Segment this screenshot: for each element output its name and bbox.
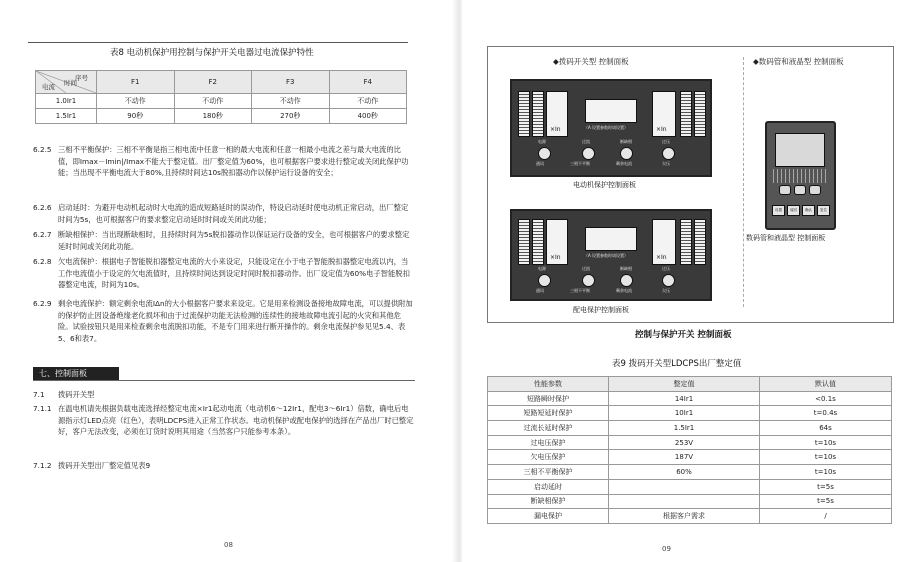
table8-col: F3 xyxy=(252,71,330,94)
clause-text: 三相不平衡保护：三相不平衡是指三相电流中任意一相的最大电流和任意一相最小电流之差与最大电流的比值，即Imax－Imin|/Imax不能大于整定值。出厂整定值为60%，也可根据客户要求进行整定或关闭此保护功能；当出现不平衡电流大于80%,且持续时间达10s脱扣器动作以保护运行设备的安全； xyxy=(58,145,409,177)
table-row xyxy=(488,450,892,465)
indicator-labels xyxy=(773,169,827,183)
clause-text: 欠电流保护：根据电子智能脱扣器整定电流的大小来设定，只能设定在小于电子智能脱扣器整定电流以内，当工作电流值小于设定的欠电流值时，且持续时间达到设定时间时脱扣器动作。出厂设定值为60%电子智能脱扣器整定电流，时间为10s。 xyxy=(58,257,410,289)
table-row xyxy=(488,435,892,450)
xin-label: ×In xyxy=(550,126,561,133)
dip-switch-bank xyxy=(532,91,544,137)
panel-label: 控制与保护开关 控制面板 xyxy=(635,330,732,340)
table-row xyxy=(488,391,892,406)
table-cell: 过流长延时保护 xyxy=(488,421,609,436)
phase-loss-led xyxy=(620,147,633,160)
power-led xyxy=(538,147,551,160)
page-number: 08 xyxy=(224,541,233,549)
overvoltage-led xyxy=(662,274,675,287)
table-cell: 90秒 xyxy=(97,109,175,124)
clause-text: 拨码开关型出厂整定值见表9 xyxy=(58,461,151,470)
table-cell: <0.1s xyxy=(760,391,892,406)
table-cell: 启动延时 xyxy=(488,479,609,494)
table-cell: 过电压保护 xyxy=(488,435,609,450)
corner-seq: 序号 xyxy=(75,74,88,82)
digit-title: ◆数码管和液晶型 控制面板 xyxy=(753,57,844,66)
dip-switch-bank xyxy=(694,219,706,265)
table-cell: 断缺相保护 xyxy=(488,494,609,509)
table-cell: 10Ir1 xyxy=(609,406,760,421)
table8-col: F4 xyxy=(329,71,407,94)
right-page xyxy=(462,0,900,562)
table8-col: F1 xyxy=(97,71,175,94)
table-cell: 三相不平衡保护 xyxy=(488,465,609,480)
table8-current: 1.0Ir1 xyxy=(36,94,97,109)
table-cell: 180秒 xyxy=(174,109,252,124)
display-window xyxy=(585,99,637,123)
display-window xyxy=(585,227,637,251)
corner-time: 时间 xyxy=(64,79,77,87)
table-cell: 400秒 xyxy=(329,109,407,124)
led-sub-label: 通讯 xyxy=(536,161,544,166)
page-number: 09 xyxy=(662,545,671,553)
xin-label: ×In xyxy=(656,254,667,261)
power-led xyxy=(538,274,551,287)
distribution-protection-device xyxy=(510,209,712,301)
clause-text: 启动延时：为避开电动机起动时大电流的造成短路延时的误动作，特设启动延时使电动机正常启动，出厂整定时间为5s，也可根据客户的要求整定启动延时时间或关闭此功能； xyxy=(58,203,409,224)
clause-text: 在温电机请先根据负载电流选择经整定电流×Ir1起动电流（电动机6～12Ir1，配电3～6Ir1）倍数，确电后电源指示灯LED点亮（红色），表明LDCPS进入正常工作状态。电动机保护或配电保护的选择在产品出厂时已整定好，客户无法改变，必须在订货时说明其用途（当然客户只能参考本条）。 xyxy=(58,404,414,436)
led-sub-label: 三相不平衡 xyxy=(570,288,590,293)
digit-panel-caption: 数码管和液晶型 控制面板 xyxy=(746,234,826,242)
table-cell: t=5s xyxy=(760,479,892,494)
led-label: 过流 xyxy=(582,139,590,144)
led-label: 过压 xyxy=(662,266,670,271)
table9-header-row xyxy=(488,377,892,392)
overvoltage-led xyxy=(662,147,675,160)
table-cell: 64s xyxy=(760,421,892,436)
led-label: 电源 xyxy=(538,266,546,271)
table-cell: 60% xyxy=(609,465,760,480)
keypad-button xyxy=(809,185,821,195)
dip-switch-bank xyxy=(680,219,692,265)
dip-switch-bank xyxy=(680,91,692,137)
figure-divider xyxy=(743,57,744,307)
table-cell xyxy=(609,479,760,494)
led-sub-label: 通讯 xyxy=(536,288,544,293)
table-row xyxy=(36,109,407,124)
table9 xyxy=(487,376,892,524)
set-key: 设置 xyxy=(772,205,785,216)
table-cell: 270秒 xyxy=(252,109,330,124)
table-cell: 短路短延时保护 xyxy=(488,406,609,421)
section-heading: 七、控制面板 xyxy=(33,367,119,380)
clause-number: 6.2.7 xyxy=(33,230,52,239)
table8-current: 1.5Ir1 xyxy=(36,109,97,124)
table-cell: 187V xyxy=(609,450,760,465)
table8-caption: 表8 电动机保护用控制与保护开关电器过电流保护特性 xyxy=(110,48,314,58)
clause-number: 6.2.9 xyxy=(33,299,52,308)
table8-corner-cell xyxy=(36,71,97,94)
clause-6-2-6 xyxy=(33,202,415,225)
table-cell: 不动作 xyxy=(329,94,407,109)
keypad-button xyxy=(779,185,791,195)
led-label: 过压 xyxy=(662,139,670,144)
table9-caption: 表9 拨码开关型LDCPS出厂整定值 xyxy=(612,359,742,369)
control-panel-figure xyxy=(487,46,894,323)
table8-header-row xyxy=(36,71,407,94)
led-label: 过流 xyxy=(582,266,590,271)
overcurrent-led xyxy=(582,274,595,287)
clause-number: 6.2.8 xyxy=(33,257,52,266)
table-cell: 不动作 xyxy=(97,94,175,109)
clause-6-2-9 xyxy=(33,298,415,344)
table-cell: 1.5Ir1 xyxy=(609,421,760,436)
table-cell: t=10s xyxy=(760,435,892,450)
back-key: 返回 xyxy=(787,205,800,216)
sub-7-1 xyxy=(33,389,415,401)
digital-lcd-device xyxy=(765,121,836,230)
table-cell: 253V xyxy=(609,435,760,450)
led-label: 断缺相 xyxy=(620,266,632,271)
clause-text: 剩余电流保护：额定剩余电流IΔn的大小根据客户要求来设定。它是用来检测设备接地故障电流，可以提供附加的保护防止因设备绝缘老化损坏和由于过流保护功能无法检测的连续性的接地故障电流引起的火灾和其他危险。试验按钮只是用来检查剩余电流脱扣功能，不是专门用来进行断开操作的。剩余电流保护参见见5.4、表5、6和表7。 xyxy=(58,299,413,343)
table-cell: t=0.4s xyxy=(760,406,892,421)
table-cell: / xyxy=(760,509,892,524)
clause-6-2-8 xyxy=(33,256,415,291)
sub-7-1-2 xyxy=(33,460,415,472)
table-row xyxy=(488,421,892,436)
reset-key: 复位 xyxy=(817,205,830,216)
xin-label: ×In xyxy=(656,126,667,133)
clause-number: 7.1 xyxy=(33,390,45,399)
table-row xyxy=(488,465,892,480)
table-row xyxy=(488,509,892,524)
table-cell: 不动作 xyxy=(174,94,252,109)
table8-col: F2 xyxy=(174,71,252,94)
clause-6-2-5 xyxy=(33,144,415,179)
table-cell: t=5s xyxy=(760,494,892,509)
clause-6-2-7 xyxy=(33,229,415,252)
table-row xyxy=(36,94,407,109)
clause-number: 7.1.1 xyxy=(33,404,52,413)
dip-title: ◆拨码开关型 控制面板 xyxy=(553,57,629,66)
led-label: 电源 xyxy=(538,139,546,144)
dip-switch-bank xyxy=(694,91,706,137)
overcurrent-led xyxy=(582,147,595,160)
table-cell: 欠电压保护 xyxy=(488,450,609,465)
led-sub-label: 剩余电流 xyxy=(616,288,632,293)
column-header: 整定值 xyxy=(609,377,760,392)
corner-current: 电流 xyxy=(42,83,55,91)
table-cell: t=10s xyxy=(760,450,892,465)
clause-number: 6.2.6 xyxy=(33,203,52,212)
top-rule xyxy=(28,42,408,43)
distribution-panel-caption: 配电保护控制面板 xyxy=(573,306,629,314)
led-sub-label: 欠压 xyxy=(662,288,670,293)
display-note: （A 设置参数时请设置） xyxy=(584,125,629,130)
table-cell: 根据客户需求 xyxy=(609,509,760,524)
table-cell xyxy=(609,494,760,509)
sub-7-1-1 xyxy=(33,403,415,438)
column-header: 性能参数 xyxy=(488,377,609,392)
table-cell: 14Ir1 xyxy=(609,391,760,406)
lcd-screen xyxy=(775,133,825,167)
led-sub-label: 剩余电流 xyxy=(616,161,632,166)
motor-protection-device xyxy=(510,79,712,177)
keypad-button xyxy=(794,185,806,195)
table8 xyxy=(35,70,407,124)
table-row xyxy=(488,479,892,494)
clause-text: 拨码开关型 xyxy=(58,390,95,399)
led-sub-label: 欠压 xyxy=(662,161,670,166)
clause-number: 7.1.2 xyxy=(33,461,52,470)
clause-text: 断缺相保护：当出现断缺相时，且持续时间为5s脱扣器动作以保证运行设备的安全，也可根据客户的要求整定延时时间或关闭此功能。 xyxy=(58,230,410,251)
led-label: 断缺相 xyxy=(620,139,632,144)
column-header: 默认值 xyxy=(760,377,892,392)
led-sub-label: 三相不平衡 xyxy=(570,161,590,166)
dip-switch-bank xyxy=(518,91,530,137)
clause-number: 6.2.5 xyxy=(33,145,52,154)
table-row xyxy=(488,406,892,421)
dip-switch-bank xyxy=(532,219,544,265)
table-cell: 漏电保护 xyxy=(488,509,609,524)
table-cell: t=10s xyxy=(760,465,892,480)
phase-loss-led xyxy=(620,274,633,287)
table-row xyxy=(488,494,892,509)
motor-panel-caption: 电动机保护控制面板 xyxy=(573,181,636,189)
display-note: （A 设置参数时请设置） xyxy=(584,253,629,258)
dip-switch-bank xyxy=(518,219,530,265)
section-rule xyxy=(33,380,415,381)
table-cell: 不动作 xyxy=(252,94,330,109)
confirm-key: 确认 xyxy=(802,205,815,216)
table-cell: 短路瞬时保护 xyxy=(488,391,609,406)
xin-label: ×In xyxy=(550,254,561,261)
